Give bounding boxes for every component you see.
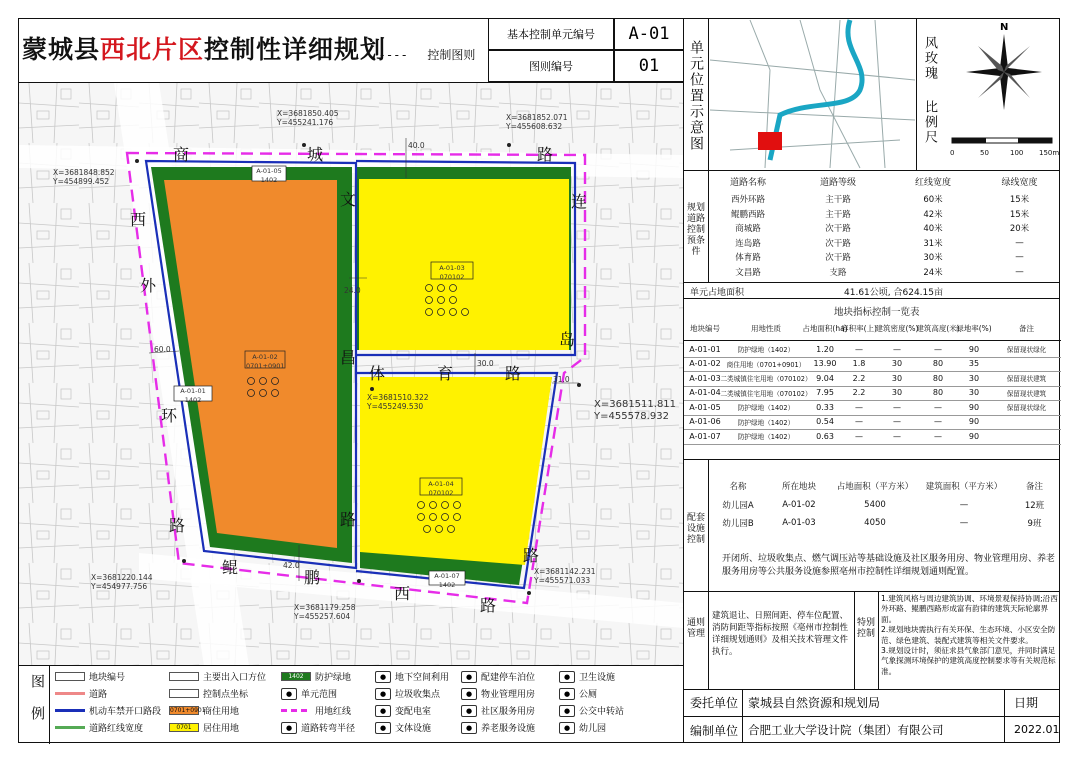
- legend-item: [375, 704, 431, 717]
- legend-item: [375, 670, 449, 683]
- plot-cell: 13.90: [813, 359, 837, 369]
- legend-swatch: ●: [281, 688, 297, 700]
- legend-item-label: 道路转弯半径: [301, 724, 356, 734]
- plot-cell: 80: [932, 373, 944, 383]
- plot-label-a0105[interactable]: A-01-05 1402: [256, 167, 282, 184]
- plot-cell: 90: [968, 344, 980, 354]
- facility-cell: 9班: [1027, 519, 1042, 529]
- roads-cell: —: [1015, 237, 1024, 248]
- date-label: 日期: [1014, 696, 1039, 710]
- plot-header-cell: 占地面积(ha): [802, 323, 848, 333]
- plot-header-cell: 用地性质: [751, 323, 781, 333]
- road-label: 路: [340, 510, 357, 529]
- legend: [19, 665, 683, 743]
- road-label: 育: [437, 364, 454, 383]
- roads-cell: 文昌路: [735, 267, 761, 278]
- plot-cell: 0.33: [816, 402, 834, 412]
- plot-cell: 30: [891, 388, 903, 398]
- plot-cell: 防护绿地（1402）: [737, 346, 795, 355]
- plot-cell: A-01-04: [689, 388, 721, 398]
- roads-header-cell: 绿线宽度: [1001, 178, 1038, 188]
- legend-swatch: [169, 672, 199, 681]
- legend-item: [461, 721, 535, 734]
- legend-item-label: 公交中转站: [579, 707, 625, 717]
- facility-cell: 幼儿园A: [722, 501, 754, 511]
- roads-header-cell: 道路名称: [729, 178, 766, 188]
- plot-cell: A-01-02: [689, 359, 721, 369]
- legend-item: [55, 687, 107, 700]
- plot-label-a0103[interactable]: A-01-03 070102: [439, 264, 465, 281]
- road-label: 文: [340, 190, 357, 209]
- road-label: 昌: [340, 348, 357, 367]
- facility-cell: —: [959, 500, 969, 510]
- legend-swatch: [281, 709, 311, 712]
- plot-cell: 商住用地（0701+0901）: [726, 360, 806, 369]
- roads-cell: 次干路: [825, 253, 851, 263]
- coord-label: X=3681179.258 Y=455257.604: [294, 603, 356, 621]
- roads-cell: —: [1015, 266, 1024, 277]
- road-label: 路: [505, 364, 522, 383]
- legend-item-label: 垃圾收集点: [395, 690, 441, 700]
- legend-item: [281, 704, 351, 717]
- plot-cell: —: [934, 431, 942, 441]
- scale-tick: 100: [1010, 149, 1024, 157]
- legend-item-label: 养老服务设施: [481, 724, 536, 734]
- legend-swatch: ●: [559, 688, 575, 700]
- page-title: 蒙城县西北片区控制性详细规划: [22, 35, 387, 64]
- legend-swatch: [55, 692, 85, 695]
- facility-cell: 12班: [1024, 501, 1045, 511]
- road-label: 城: [307, 145, 324, 164]
- road-label: 外: [140, 276, 157, 295]
- plot-cell: A-01-05: [689, 402, 721, 412]
- right-panel: [683, 18, 1060, 743]
- coord-label: X=3681511.811 Y=455578.932: [594, 399, 677, 422]
- location-minimap: [710, 20, 915, 168]
- plot-cell: 防护绿地（1402）: [737, 418, 795, 427]
- roads-cell: 主干路: [825, 209, 851, 220]
- client-name: 蒙城县自然资源和规划局: [748, 696, 881, 710]
- legend-swatch: ●: [375, 688, 391, 700]
- wind-rose-label: 风玫瑰: [922, 36, 937, 81]
- legend-swatch: 0701+0901: [170, 707, 206, 714]
- facility-cell: 幼儿园B: [722, 519, 754, 529]
- plot-cell: [992, 429, 1061, 444]
- plot-cell: 保留现状绿化: [1006, 346, 1047, 355]
- plot-cell: 90: [968, 431, 980, 441]
- plot-cell: 2.2: [852, 388, 866, 398]
- special-label: 特别控制: [856, 618, 875, 639]
- special-text: 1.建筑风格与周边建筑协调、环境景观保持协调;沿西外环路、鲲鹏西路形成富有韵律的建筑天际轮廓界面。 2.规划地块需执行有关环保、生态环境、小区安全防范、绿色建筑、装配式建筑等相关文件要求。 3.规划设计时，须征求县气象部门意见，并同时满足气象探测环境保护的建筑高度控制要求等有关规范标准。: [881, 594, 1058, 676]
- plot-cell: A-01-03: [689, 373, 721, 383]
- legend-swatch: [55, 672, 85, 681]
- plot-header-cell: 地块编号: [690, 323, 720, 333]
- facility-cell: 5400: [864, 500, 886, 510]
- legend-item: [559, 670, 615, 683]
- unit-area-value: 41.61公顷, 合624.15亩: [844, 288, 943, 298]
- plot-cell: 1.8: [852, 359, 866, 369]
- plot-cell: 防护绿地（1402）: [737, 433, 795, 442]
- page-subtitle: ---- 控制图则: [380, 48, 476, 62]
- legend-item: [559, 704, 624, 717]
- road-label: 环: [161, 406, 178, 425]
- roads-cell: 主干路: [825, 195, 851, 205]
- legend-item-label: 单元范围: [301, 690, 338, 700]
- legend-item: [169, 687, 248, 700]
- sheet-number: 01: [614, 50, 684, 82]
- plot-cell: 80: [932, 388, 944, 398]
- plot-cell: 80: [932, 359, 944, 369]
- plot-cell: 防护绿地（1402）: [737, 404, 795, 413]
- legend-item-label: 用地红线: [315, 707, 352, 717]
- facility-header-cell: 所在地块: [781, 482, 816, 492]
- scale-tick: 150m: [1039, 149, 1060, 157]
- roads-cell: 连岛路: [735, 238, 761, 249]
- plot-cell: 2.2: [852, 373, 866, 383]
- legend-swatch: [55, 726, 85, 729]
- legend-item: [281, 687, 337, 700]
- legend-item: [461, 670, 535, 683]
- legend-item-label: 防护绿地: [315, 673, 352, 683]
- plot-cell: 30: [891, 373, 903, 383]
- plot-table-title: 地块指标控制一览表: [834, 307, 920, 318]
- roads-header-cell: 红线宽度: [914, 178, 951, 188]
- legend-item-label: 商住用地: [203, 707, 240, 717]
- legend-swatch: ●: [559, 722, 575, 734]
- road-label: 岛: [559, 330, 576, 349]
- legend-item: [375, 687, 440, 700]
- plot-label-a0102[interactable]: A-01-02 0701+0901: [246, 353, 285, 370]
- roads-table: [708, 170, 1061, 282]
- legend-swatch: ●: [461, 705, 477, 717]
- plot-header-cell: 容积率(上): [841, 323, 877, 333]
- legend-item-label: 卫生设施: [579, 673, 616, 683]
- roads-cell: 20米: [1009, 224, 1030, 234]
- scale-tick: 50: [980, 149, 989, 157]
- plot-cell: —: [855, 402, 863, 412]
- designer-name: 合肥工业大学设计院（集团）有限公司: [748, 723, 944, 737]
- facility-header-cell: 备注: [1025, 482, 1043, 492]
- header-table: [488, 18, 684, 82]
- legend-item-label: 道路红线宽度: [89, 724, 144, 734]
- plot-cell: 90: [968, 417, 980, 427]
- plot-cell: —: [893, 402, 901, 412]
- facility-table: [708, 459, 1061, 531]
- legend-item: [55, 721, 143, 734]
- roads-cell: 次干路: [825, 224, 851, 234]
- plot-cell: —: [893, 431, 901, 441]
- plot-cell: 30: [891, 359, 903, 369]
- location-label: 单元位置示意图: [688, 40, 704, 152]
- legend-item-label: 社区服务用房: [481, 707, 536, 717]
- legend-item-label: 地块编号: [89, 673, 126, 683]
- scale-label: 比例尺: [922, 100, 937, 145]
- legend-swatch: ●: [559, 705, 575, 717]
- legend-item-label: 公厕: [579, 690, 598, 700]
- road-width-label: 40.0: [408, 141, 425, 150]
- legend-item: [461, 687, 535, 700]
- plan-map[interactable]: [19, 82, 683, 666]
- plot-cell: 1.20: [816, 344, 834, 354]
- legend-item-label: 物业管理用房: [481, 690, 536, 700]
- legend-item: [55, 704, 161, 717]
- legend-item-label: 文体设施: [395, 724, 432, 734]
- legend-label: 图例: [29, 674, 45, 738]
- plot-label-a0101[interactable]: A-01-01 1402: [180, 387, 206, 404]
- coord-label: X=3681142.231 Y=455571.033: [534, 567, 596, 585]
- plot-cell: 30: [968, 388, 980, 398]
- roads-cell: 西外环路: [730, 195, 765, 205]
- plot-cell: —: [934, 417, 942, 427]
- plot-cell: 0.54: [816, 417, 834, 427]
- road-width-label: 24.0: [344, 286, 361, 295]
- roads-cell: 31米: [923, 238, 943, 249]
- plot-cell: 9.04: [816, 373, 834, 383]
- legend-item-label: 居住用地: [203, 724, 240, 734]
- legend-swatch: 0701: [169, 723, 199, 732]
- facility-cell: A-01-03: [782, 518, 816, 528]
- road-label: 体: [369, 364, 386, 383]
- legend-item: [559, 687, 597, 700]
- facility-cell: A-01-02: [782, 500, 816, 510]
- coord-label: X=3681510.322 Y=455249.530: [367, 393, 429, 411]
- road-label: 西: [394, 584, 411, 603]
- legend-item: [169, 721, 239, 734]
- unit-code-label: 基本控制单元编号: [488, 18, 614, 50]
- plot-header-cell: 备注: [1019, 323, 1034, 333]
- roads-cell: 42米: [923, 209, 943, 220]
- roads-cell: 60米: [923, 195, 943, 205]
- legend-swatch: ●: [281, 722, 297, 734]
- coord-label: X=3681848.852 Y=454899.452: [53, 168, 115, 186]
- plot-cell: —: [855, 431, 863, 441]
- road-label: 鹏: [304, 568, 321, 587]
- roads-cell: 鲲鹏西路: [730, 209, 765, 220]
- plot-table: [684, 316, 1061, 450]
- road-label: 路: [537, 145, 554, 164]
- north-label: N: [1000, 22, 1009, 33]
- legend-swatch: ●: [461, 671, 477, 683]
- coord-label: X=3681852.071 Y=455608.632: [506, 113, 568, 131]
- scale-tick: 0: [950, 149, 955, 157]
- plot-cell: 二类城镇住宅用地（070102）: [720, 389, 812, 398]
- plot-cell: 保留现状建筑: [1006, 375, 1047, 384]
- plot-cell: 30: [968, 373, 980, 383]
- unit-code: A-01: [614, 18, 684, 50]
- legend-item: [281, 670, 351, 683]
- plot-cell: 保留现状建筑: [1006, 389, 1047, 398]
- legend-swatch: ●: [559, 671, 575, 683]
- legend-item: [169, 670, 266, 683]
- roads-cell: 40米: [923, 224, 943, 234]
- roads-cell: 商城路: [735, 224, 761, 234]
- legend-swatch: ●: [461, 722, 477, 734]
- designer-label: 编制单位: [690, 724, 739, 738]
- legend-item-label: 配建停车泊位: [481, 673, 536, 683]
- date-value: 2022.01: [1014, 723, 1060, 736]
- plot-cell: —: [934, 402, 942, 412]
- facility-header-cell: 占地面积（平方米）: [836, 482, 914, 492]
- road-width-label: 30.0: [477, 359, 494, 368]
- legend-swatch: ●: [375, 705, 391, 717]
- legend-item: [559, 721, 606, 734]
- plot-header-cell: 建筑密度(%): [875, 323, 919, 333]
- plot-cell: —: [855, 344, 863, 354]
- facility-side-label: 配套设施控制: [686, 513, 705, 545]
- plot-cell: 35: [968, 359, 980, 369]
- plot-cell: A-01-06: [689, 417, 721, 427]
- roads-cell: 24米: [923, 267, 943, 278]
- legend-item: [169, 704, 239, 717]
- plot-cell: A-01-07: [689, 431, 721, 441]
- facility-cell: —: [959, 518, 969, 528]
- legend-swatch: [169, 689, 199, 698]
- roads-cell: 30米: [923, 253, 943, 263]
- plot-header-cell: 建筑高度(米): [916, 323, 960, 333]
- road-label: 路: [480, 596, 497, 615]
- plot-label-a0104[interactable]: A-01-04 070102: [428, 480, 454, 497]
- legend-swatch: ●: [461, 688, 477, 700]
- road-width-label: 60.0: [154, 345, 171, 354]
- road-label: 鲲: [222, 558, 239, 577]
- legend-item-label: 道路: [89, 690, 108, 700]
- compass-rose-icon: [964, 32, 1044, 112]
- sheet-label: 图则编号: [488, 50, 614, 82]
- road-width-label: 31.0: [553, 375, 570, 384]
- coord-label: X=3681220.144 Y=454977.756: [91, 573, 153, 591]
- client-label: 委托单位: [690, 696, 739, 710]
- roads-cell: 支路: [829, 267, 847, 278]
- coord-label: X=3681850.405 Y=455241.176: [277, 109, 339, 127]
- road-label: 西: [130, 210, 147, 229]
- facility-header-cell: 建筑面积（平方米）: [925, 482, 1003, 492]
- legend-swatch: [55, 709, 85, 712]
- roads-side-label: 规划道路控制预条件: [686, 203, 705, 257]
- plot-header-cell: 绿地率(%): [956, 323, 992, 333]
- roads-cell: 15米: [1009, 195, 1030, 205]
- roads-header-cell: 道路等级: [819, 178, 856, 188]
- legend-swatch: ●: [375, 671, 391, 683]
- facility-note: 开闭所、垃圾收集点、燃气调压站等基础设施及社区服务用房、物业管理用房、养老服务用房等公共服务设施参照亳州市控制性详细规划通则配置。: [722, 554, 1056, 577]
- legend-item-label: 主要出入口方位: [203, 673, 267, 683]
- road-label: 商: [173, 145, 190, 164]
- legend-item: [55, 670, 125, 683]
- plot-cell: 二类城镇住宅用地（070102）: [720, 375, 812, 384]
- legend-item-label: 地下空间利用: [395, 673, 450, 683]
- plot-cell: 90: [968, 402, 980, 412]
- scale-bar: [950, 136, 1056, 148]
- unit-area-label: 单元占地面积: [690, 288, 745, 298]
- legend-item: [281, 721, 355, 734]
- plot-cell: —: [893, 344, 901, 354]
- roads-cell: 次干路: [825, 238, 851, 249]
- plot-label-a0107[interactable]: A-01-07 1402: [434, 572, 460, 589]
- legend-item-label: 控制点坐标: [203, 690, 249, 700]
- roads-cell: 15米: [1009, 209, 1030, 220]
- road-label: 路: [169, 516, 186, 535]
- legend-item: [461, 704, 535, 717]
- roads-cell: 体育路: [735, 253, 761, 263]
- facility-cell: 4050: [864, 518, 886, 528]
- plot-cell: 0.63: [816, 431, 834, 441]
- plot-cell: —: [934, 344, 942, 354]
- roads-cell: —: [1015, 252, 1024, 262]
- legend-item-label: 机动车禁开口路段: [89, 707, 162, 717]
- legend-item-label: 幼儿园: [579, 724, 607, 734]
- plot-cell: —: [893, 417, 901, 427]
- plot-cell: 保留现状绿化: [1006, 404, 1047, 413]
- legend-swatch: 1402: [281, 672, 311, 681]
- road-label: 连: [571, 192, 588, 211]
- plot-cell: [992, 357, 1061, 372]
- general-text: 建筑退让、日照间距、停车位配置、消防间距等指标按照《亳州市控制性详细规划通则》及相关技术管理文件执行。: [712, 611, 849, 657]
- legend-swatch: ●: [375, 722, 391, 734]
- road-width-label: 42.0: [283, 561, 300, 570]
- general-label: 通则管理: [686, 618, 705, 639]
- plot-cell: 7.95: [816, 388, 834, 398]
- plot-cell: A-01-01: [689, 344, 721, 354]
- road-label: 路: [523, 546, 540, 565]
- plot-cell: —: [855, 417, 863, 427]
- legend-item-label: 变配电室: [395, 707, 432, 717]
- legend-item: [375, 721, 431, 734]
- facility-header-cell: 名称: [729, 482, 747, 492]
- plot-cell: [992, 415, 1061, 430]
